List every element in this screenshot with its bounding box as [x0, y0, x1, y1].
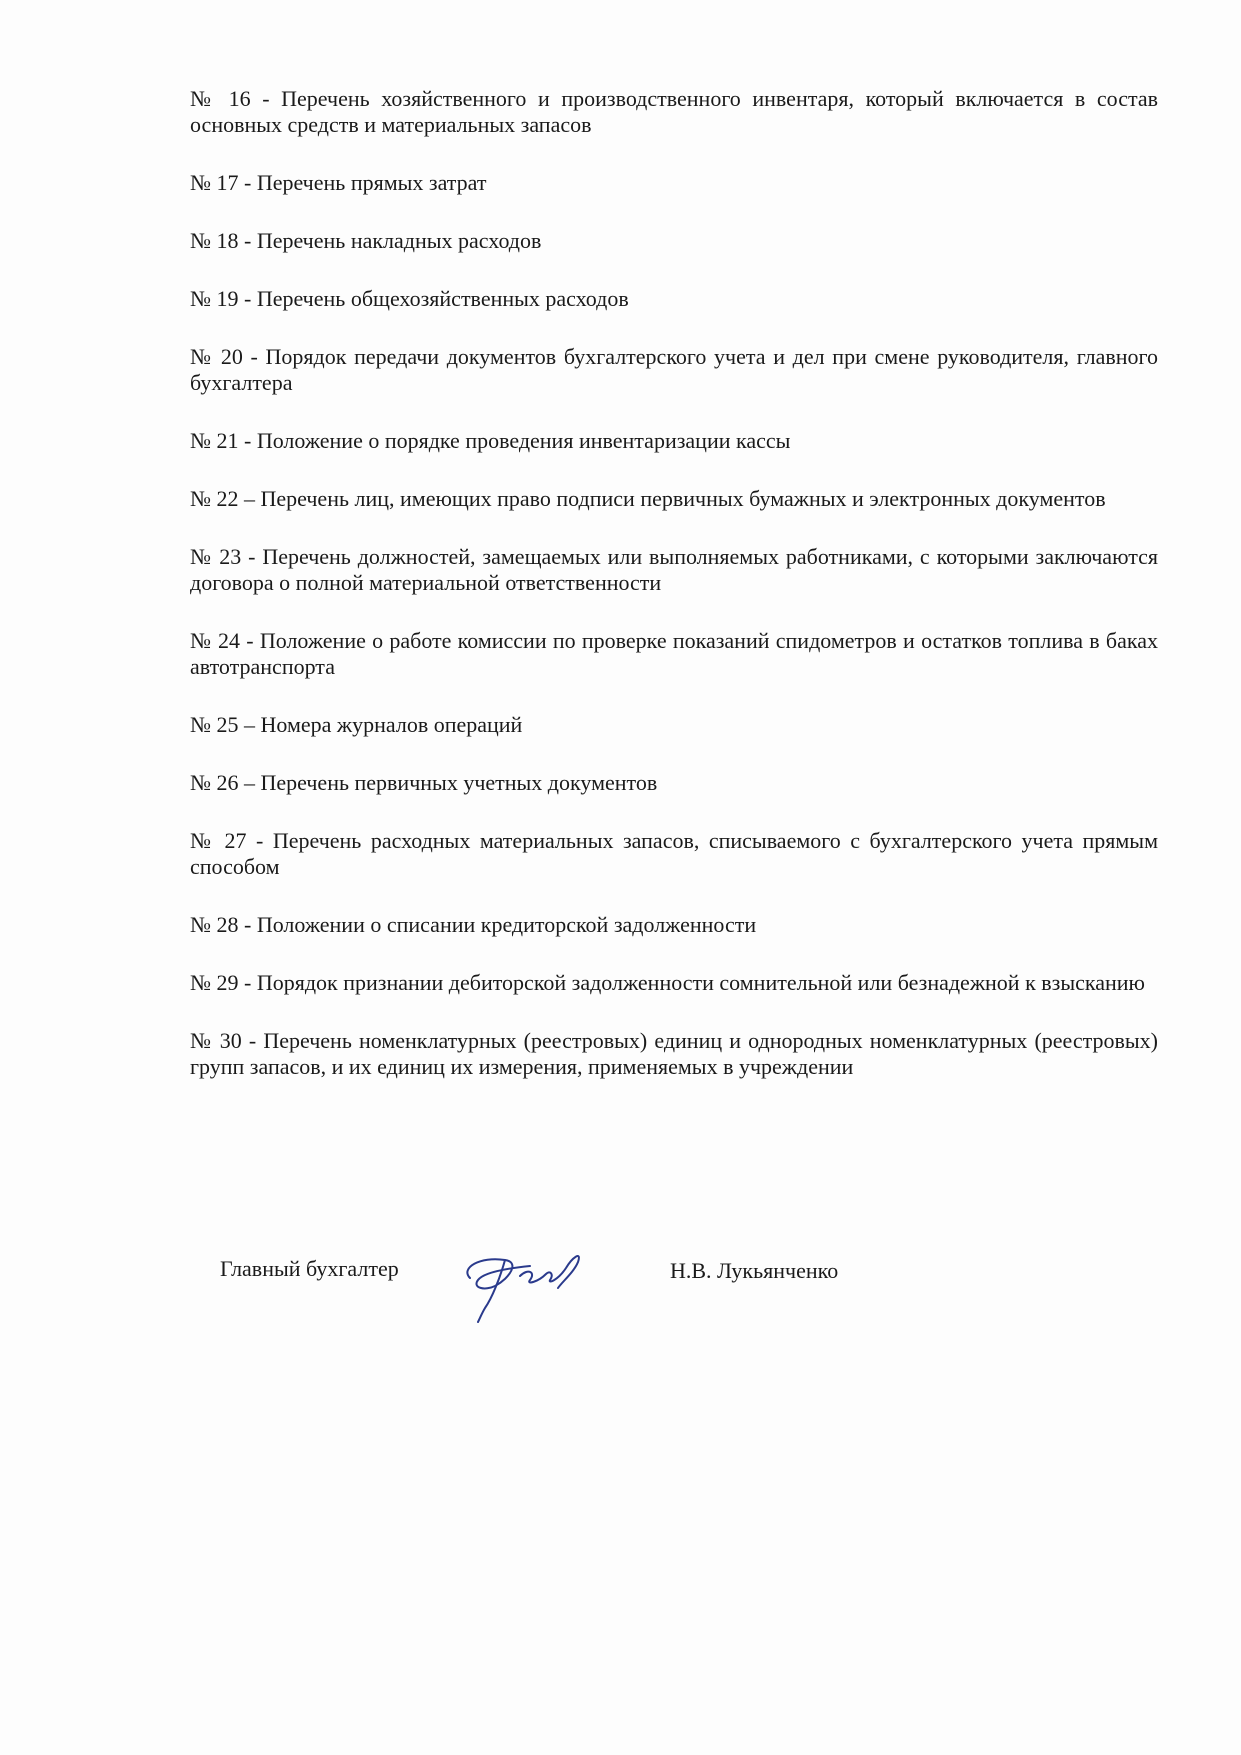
list-item: № 28 - Положении о списании кредиторской задолженности — [190, 912, 757, 937]
list-item: № 26 – Перечень первичных учетных документов — [190, 770, 658, 795]
list-item: № 18 - Перечень накладных расходов — [190, 228, 542, 253]
signer-position: Главный бухгалтер — [220, 1256, 399, 1281]
appendix-list — [190, 86, 1158, 1112]
list-item: № 25 – Номера журналов операций — [190, 712, 523, 737]
list-item: № 16 - Перечень хозяйственного и производственного инвентаря, который включается в состав основных средств и материальных запасов — [190, 86, 1158, 137]
list-item: № 23 - Перечень должностей, замещаемых или выполняемых работниками, с которыми заключаются договора о полной материальной ответственности — [190, 544, 1158, 595]
list-item: № 22 – Перечень лиц, имеющих право подписи первичных бумажных и электронных документов — [190, 486, 1106, 511]
list-item: № 20 - Порядок передачи документов бухгалтерского учета и дел при смене руководителя, главного бухгалтера — [190, 344, 1158, 395]
list-item: № 24 - Положение о работе комиссии по проверке показаний спидометров и остатков топлива в баках автотранспорта — [190, 628, 1158, 679]
list-item: № 21 - Положение о порядке проведения инвентаризации кассы — [190, 428, 791, 453]
list-item: № 27 - Перечень расходных материальных запасов, списываемого с бухгалтерского учета прямым способом — [190, 828, 1158, 879]
signature-block — [220, 1238, 1020, 1328]
list-item: № 29 - Порядок признании дебиторской задолженности сомнительной или безнадежной к взысканию — [190, 970, 1145, 995]
list-item: № 17 - Перечень прямых затрат — [190, 170, 487, 195]
signer-name: Н.В. Лукьянченко — [670, 1258, 839, 1283]
handwritten-signature — [450, 1238, 600, 1328]
list-item: № 19 - Перечень общехозяйственных расходов — [190, 286, 629, 311]
list-item: № 30 - Перечень номенклатурных (реестровых) единиц и однородных номенклатурных (реестровых) групп запасов, и их единиц их измерения, применяемых в учреждении — [190, 1028, 1158, 1079]
